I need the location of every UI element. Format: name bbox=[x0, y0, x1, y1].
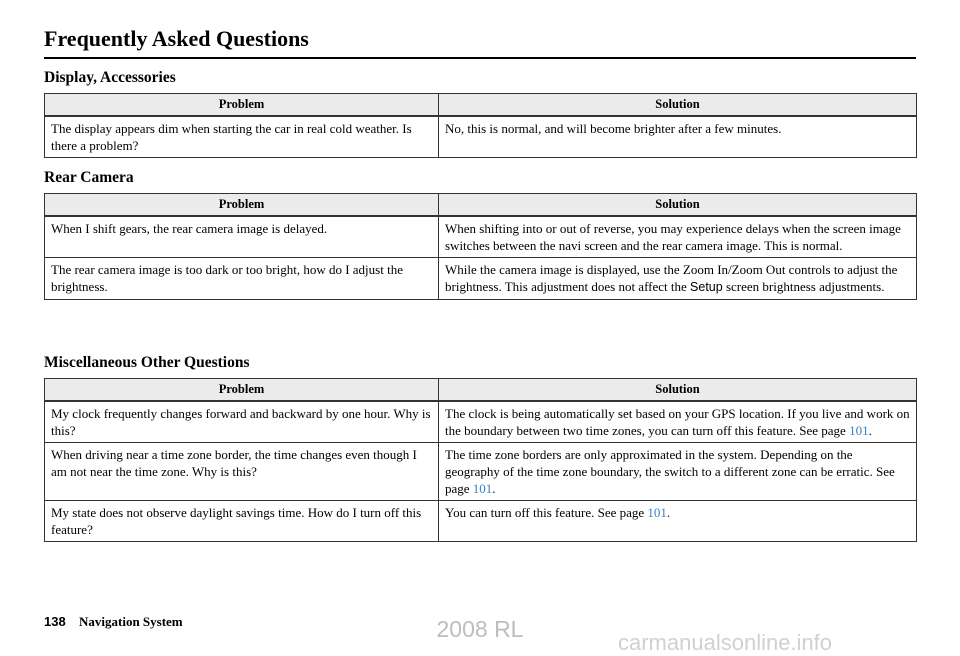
solution-text: The clock is being automatically set based on your GPS location. If you live and work on the boundary between two time zones, you can turn off this feature. See page bbox=[445, 406, 910, 438]
table-row bbox=[45, 116, 917, 158]
section-heading-misc: Miscellaneous Other Questions bbox=[44, 354, 250, 371]
faq-table-display bbox=[44, 93, 917, 158]
solution-cell bbox=[439, 401, 917, 443]
faq-table-misc bbox=[44, 378, 917, 542]
section-heading-display: Display, Accessories bbox=[44, 69, 176, 86]
solution-text: screen brightness adjustments. bbox=[722, 279, 885, 294]
problem-header: Problem bbox=[45, 379, 439, 402]
problem-cell: The rear camera image is too dark or too bright, how do I adjust the brightness. bbox=[45, 258, 439, 300]
solution-cell: When shifting into or out of reverse, you may experience delays when the screen image switches between the navi screen and the rear camera image. This is normal. bbox=[439, 216, 917, 258]
table-row bbox=[45, 501, 917, 542]
setup-keyword: Setup bbox=[690, 280, 723, 294]
problem-cell: The display appears dim when starting the car in real cold weather. Is there a problem? bbox=[45, 116, 439, 158]
problem-cell: When I shift gears, the rear camera image is delayed. bbox=[45, 216, 439, 258]
footer-title: Navigation System bbox=[79, 614, 183, 629]
solution-text: . bbox=[868, 423, 872, 438]
page-title: Frequently Asked Questions bbox=[44, 26, 309, 51]
solution-text: . bbox=[492, 481, 496, 496]
table-row bbox=[45, 258, 917, 300]
solution-text: . bbox=[666, 505, 671, 520]
table-row bbox=[45, 401, 917, 443]
page-link[interactable]: 101 bbox=[849, 423, 869, 438]
page-number: 138 bbox=[44, 614, 66, 629]
problem-cell: When driving near a time zone border, the time changes even though I am not near the time zone. Why is this? bbox=[45, 443, 439, 501]
section-heading-rear-camera: Rear Camera bbox=[44, 169, 134, 186]
problem-header: Problem bbox=[45, 194, 439, 217]
table-row bbox=[45, 443, 917, 501]
solution-header: Solution bbox=[439, 94, 917, 117]
problem-header: Problem bbox=[45, 94, 439, 117]
problem-cell: My state does not observe daylight savings time. How do I turn off this feature? bbox=[45, 501, 439, 542]
solution-text: While the camera image is displayed, use the Zoom In/Zoom Out controls to adjust the brightness. This adjustment does not affect the bbox=[445, 262, 898, 294]
watermark-model: 2008 RL bbox=[436, 616, 524, 642]
page-link[interactable]: 101 bbox=[472, 481, 493, 496]
faq-table-rear-camera bbox=[44, 193, 917, 300]
solution-text: The time zone borders are only approximated in the system. Depending on the geography of the time zone boundary, the switch to a different zone can be erratic. See page bbox=[445, 447, 895, 496]
solution-cell bbox=[439, 443, 917, 501]
table-row bbox=[45, 216, 917, 258]
page-link[interactable]: 101 bbox=[647, 505, 667, 520]
title-rule bbox=[44, 57, 916, 59]
solution-cell bbox=[439, 258, 917, 300]
problem-cell: My clock frequently changes forward and backward by one hour. Why is this? bbox=[45, 401, 439, 443]
solution-cell bbox=[439, 501, 917, 542]
solution-cell: No, this is normal, and will become brighter after a few minutes. bbox=[439, 116, 917, 158]
solution-text: You can turn off this feature. See page bbox=[445, 505, 648, 520]
solution-header: Solution bbox=[439, 194, 917, 217]
watermark-site: carmanualsonline.info bbox=[618, 630, 833, 655]
solution-header: Solution bbox=[439, 379, 917, 402]
